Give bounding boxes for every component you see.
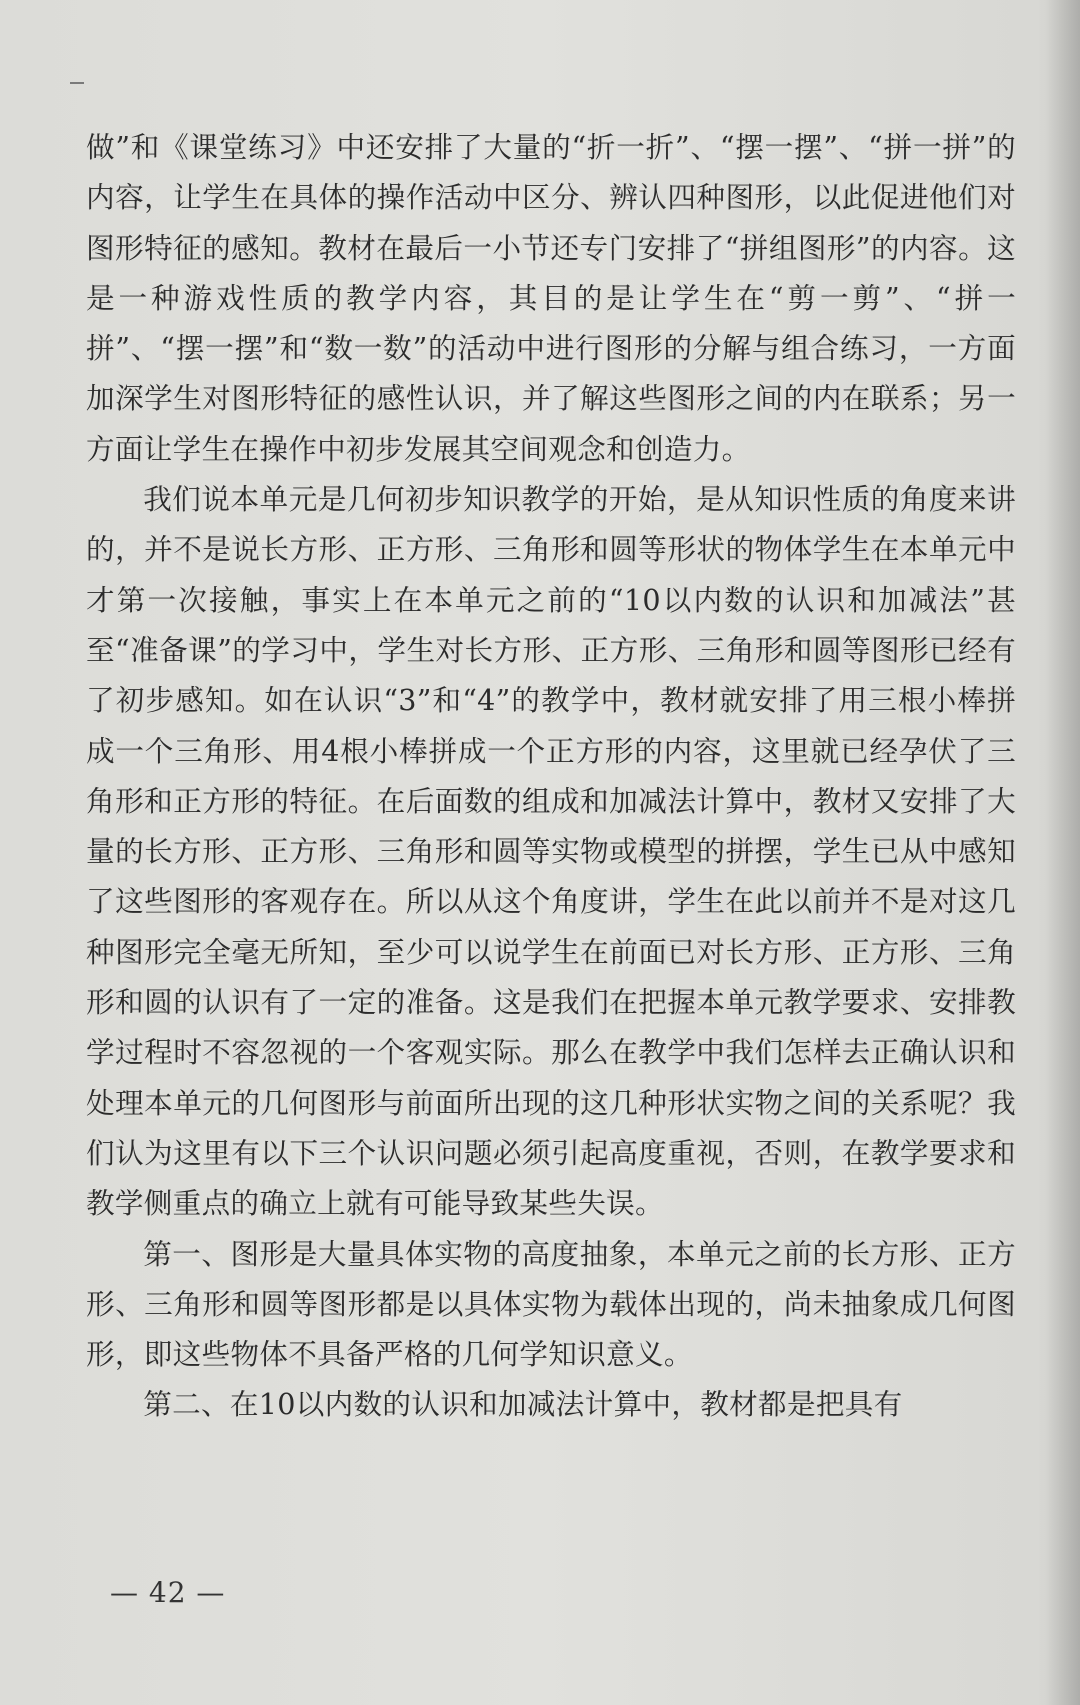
paragraph-4: 第二、在10以内数的认识和加减法计算中，教材都是把具有 — [143, 1387, 903, 1422]
paragraph-1: 做”和《课堂练习》中还安排了大量的“折一折”、“摆一摆”、“拼一拼”的内容，让学生在具体的操作活动中区分、辨认四种图形，以此促进他们对图形特征的感知。教材在最后一小节还专门安排了“拼组图形”的内容。这是一种游戏性质的教学内容，其目的是让学生在“剪一剪”、“拼一拼”、“摆一摆”和“数一数”的活动中进行图形的分解与组合练习，一方面加深学生对图形特征的感性认识，并了解这些图形之间的内在联系；另一方面让学生在操作中初步发展其空间观念和创造力。 — [86, 130, 1016, 466]
body-text — [86, 122, 1016, 1582]
page-number: — 42 — — [110, 1576, 226, 1609]
page-edge-shadow — [1046, 0, 1080, 1705]
paragraph-2: 我们说本单元是几何初步知识教学的开始，是从知识性质的角度来讲的，并不是说长方形、正方形、三角形和圆等形状的物体学生在本单元中才第一次接触，事实上在本单元之前的“10以内数的认识和加减法”甚至“准备课”的学习中，学生对长方形、正方形、三角形和圆等图形已经有了初步感知。如在认识“3”和“4”的教学中，教材就安排了用三根小棒拼成一个三角形、用4根小棒拼成一个正方形的内容，这里就已经孕伏了三角形和正方形的特征。在后面数的组成和加减法计算中，教材又安排了大量的长方形、正方形、三角形和圆等实物或模型的拼摆，学生已从中感知了这些图形的客观存在。所以从这个角度讲，学生在此以前并不是对这几种图形完全毫无所知，至少可以说学生在前面已对长方形、正方形、三角形和圆的认识有了一定的准备。这是我们在把握本单元教学要求、安排教学过程时不容忽视的一个客观实际。那么在教学中我们怎样去正确认识和处理本单元的几何图形与前面所出现的这几种形状实物之间的关系呢？我们认为这里有以下三个认识问题必须引起高度重视，否则，在教学要求和教学侧重点的确立上就有可能导致某些失误。 — [86, 482, 1016, 1221]
print-mark — [70, 82, 84, 84]
paragraph-3: 第一、图形是大量具体实物的高度抽象，本单元之前的长方形、正方形、三角形和圆等图形都是以具体实物为载体出现的，尚未抽象成几何图形，即这些物体不具备严格的几何学知识意义。 — [86, 1236, 1016, 1372]
